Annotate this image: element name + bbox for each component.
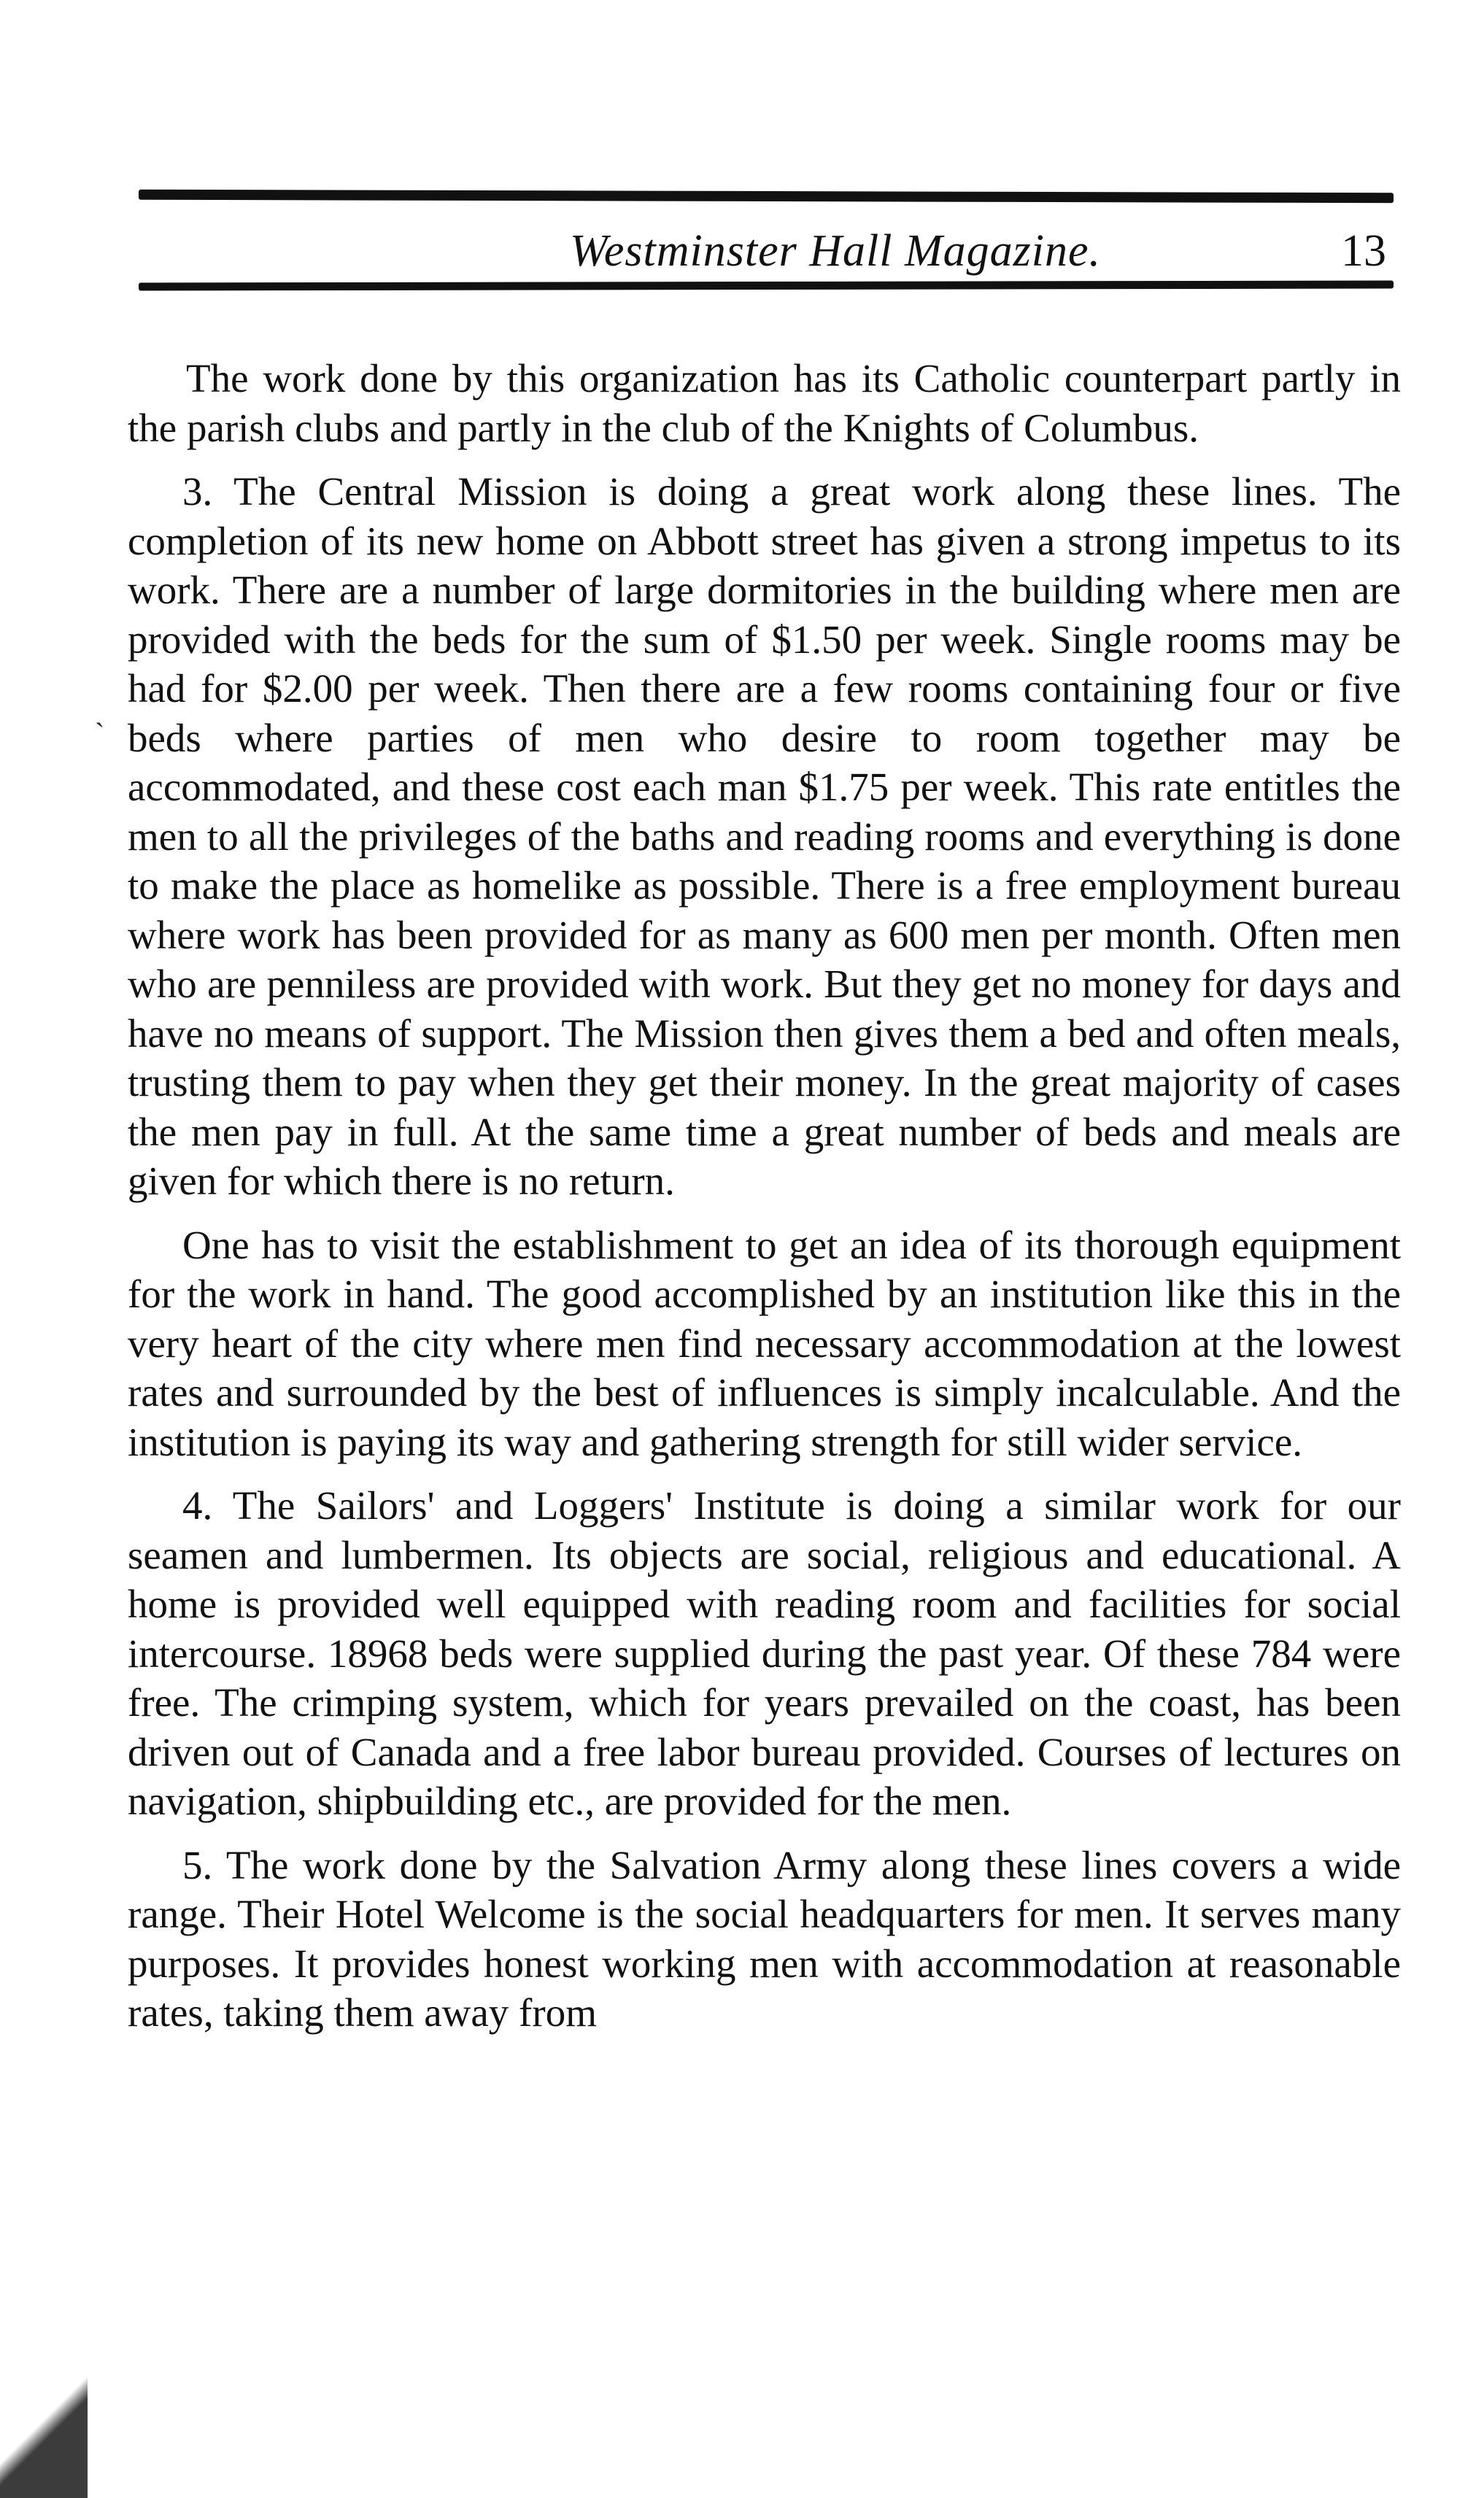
paragraph-catholic-counterpart: The work done by this organization has its Catholic counterpart partly in the parish clubs and partly in the club of the Knights of Columbus.	[128, 356, 1401, 450]
paragraph-establishment: One has to visit the establishment to get an idea of its thorough equipment for the work in hand. The good accomplished by an institution like this in the very heart of the city where men find necessary accommodation at the lowest rates and surrounded by the best of influences is simply incalculable. And the institution is paying its way and gathering strength for still wider service.	[128, 1222, 1401, 1464]
paragraph-central-mission: 3. The Central Mission is doing a great work along these lines. The completion of its new home on Abbott street has given a strong impetus to its work. There are a number of large dormitories in the building where men are provided with the beds for the sum of $1.50 per week. Single rooms may be had for $2.00 per week. Then there are a few rooms containing four or five beds where parties of men who desire to room together may be accommodated, and these cost each man $1.75 per week. This rate entitles the men to all the privileges of the baths and reading rooms and everything is done to make the place as homelike as possible. There is a free employment bureau where work has been provided for as many as 600 men per month. Often men who are penniless are provided with work. But they get no money for days and have no means of support. The Mission then gives them a bed and often meals, trusting them to pay when they get their money. In the great majority of cases the men pay in full. At the same time a great number of beds and meals are given for which there is no return.	[128, 469, 1401, 1203]
journal-title: Westminster Hall Magazine.	[569, 226, 1102, 276]
header-bottom-rule	[139, 280, 1394, 290]
page-number: 13	[1341, 226, 1386, 276]
page-corner-shadow	[0, 2364, 88, 2498]
header-top-rule	[139, 190, 1394, 204]
paragraph-sailors-loggers-institute: 4. The Sailors' and Loggers' Institute is doing a similar work for our seamen and lumbermen. Its objects are social, religious and educational. A home is provided well equipped with reading room and facilities for social intercourse. 18968 beds were supplied during the past year. Of these 784 were free. The crimping system, which for years prevailed on the coast, has been driven out of Canada and a free labor bureau provided. Courses of lectures on navigation, shipbuilding etc., are provided for the men.	[128, 1483, 1401, 1823]
running-head	[139, 219, 1394, 279]
article-body	[128, 354, 1401, 2375]
paragraph-salvation-army: 5. The work done by the Salvation Army along these lines covers a wide range. Their Hotel Welcome is the social headquarters for men. It serves many purposes. It provides honest working men with accommodation at reasonable rates, taking them away from	[128, 1842, 1401, 2035]
margin-tick-mark: ˏ	[95, 695, 105, 727]
